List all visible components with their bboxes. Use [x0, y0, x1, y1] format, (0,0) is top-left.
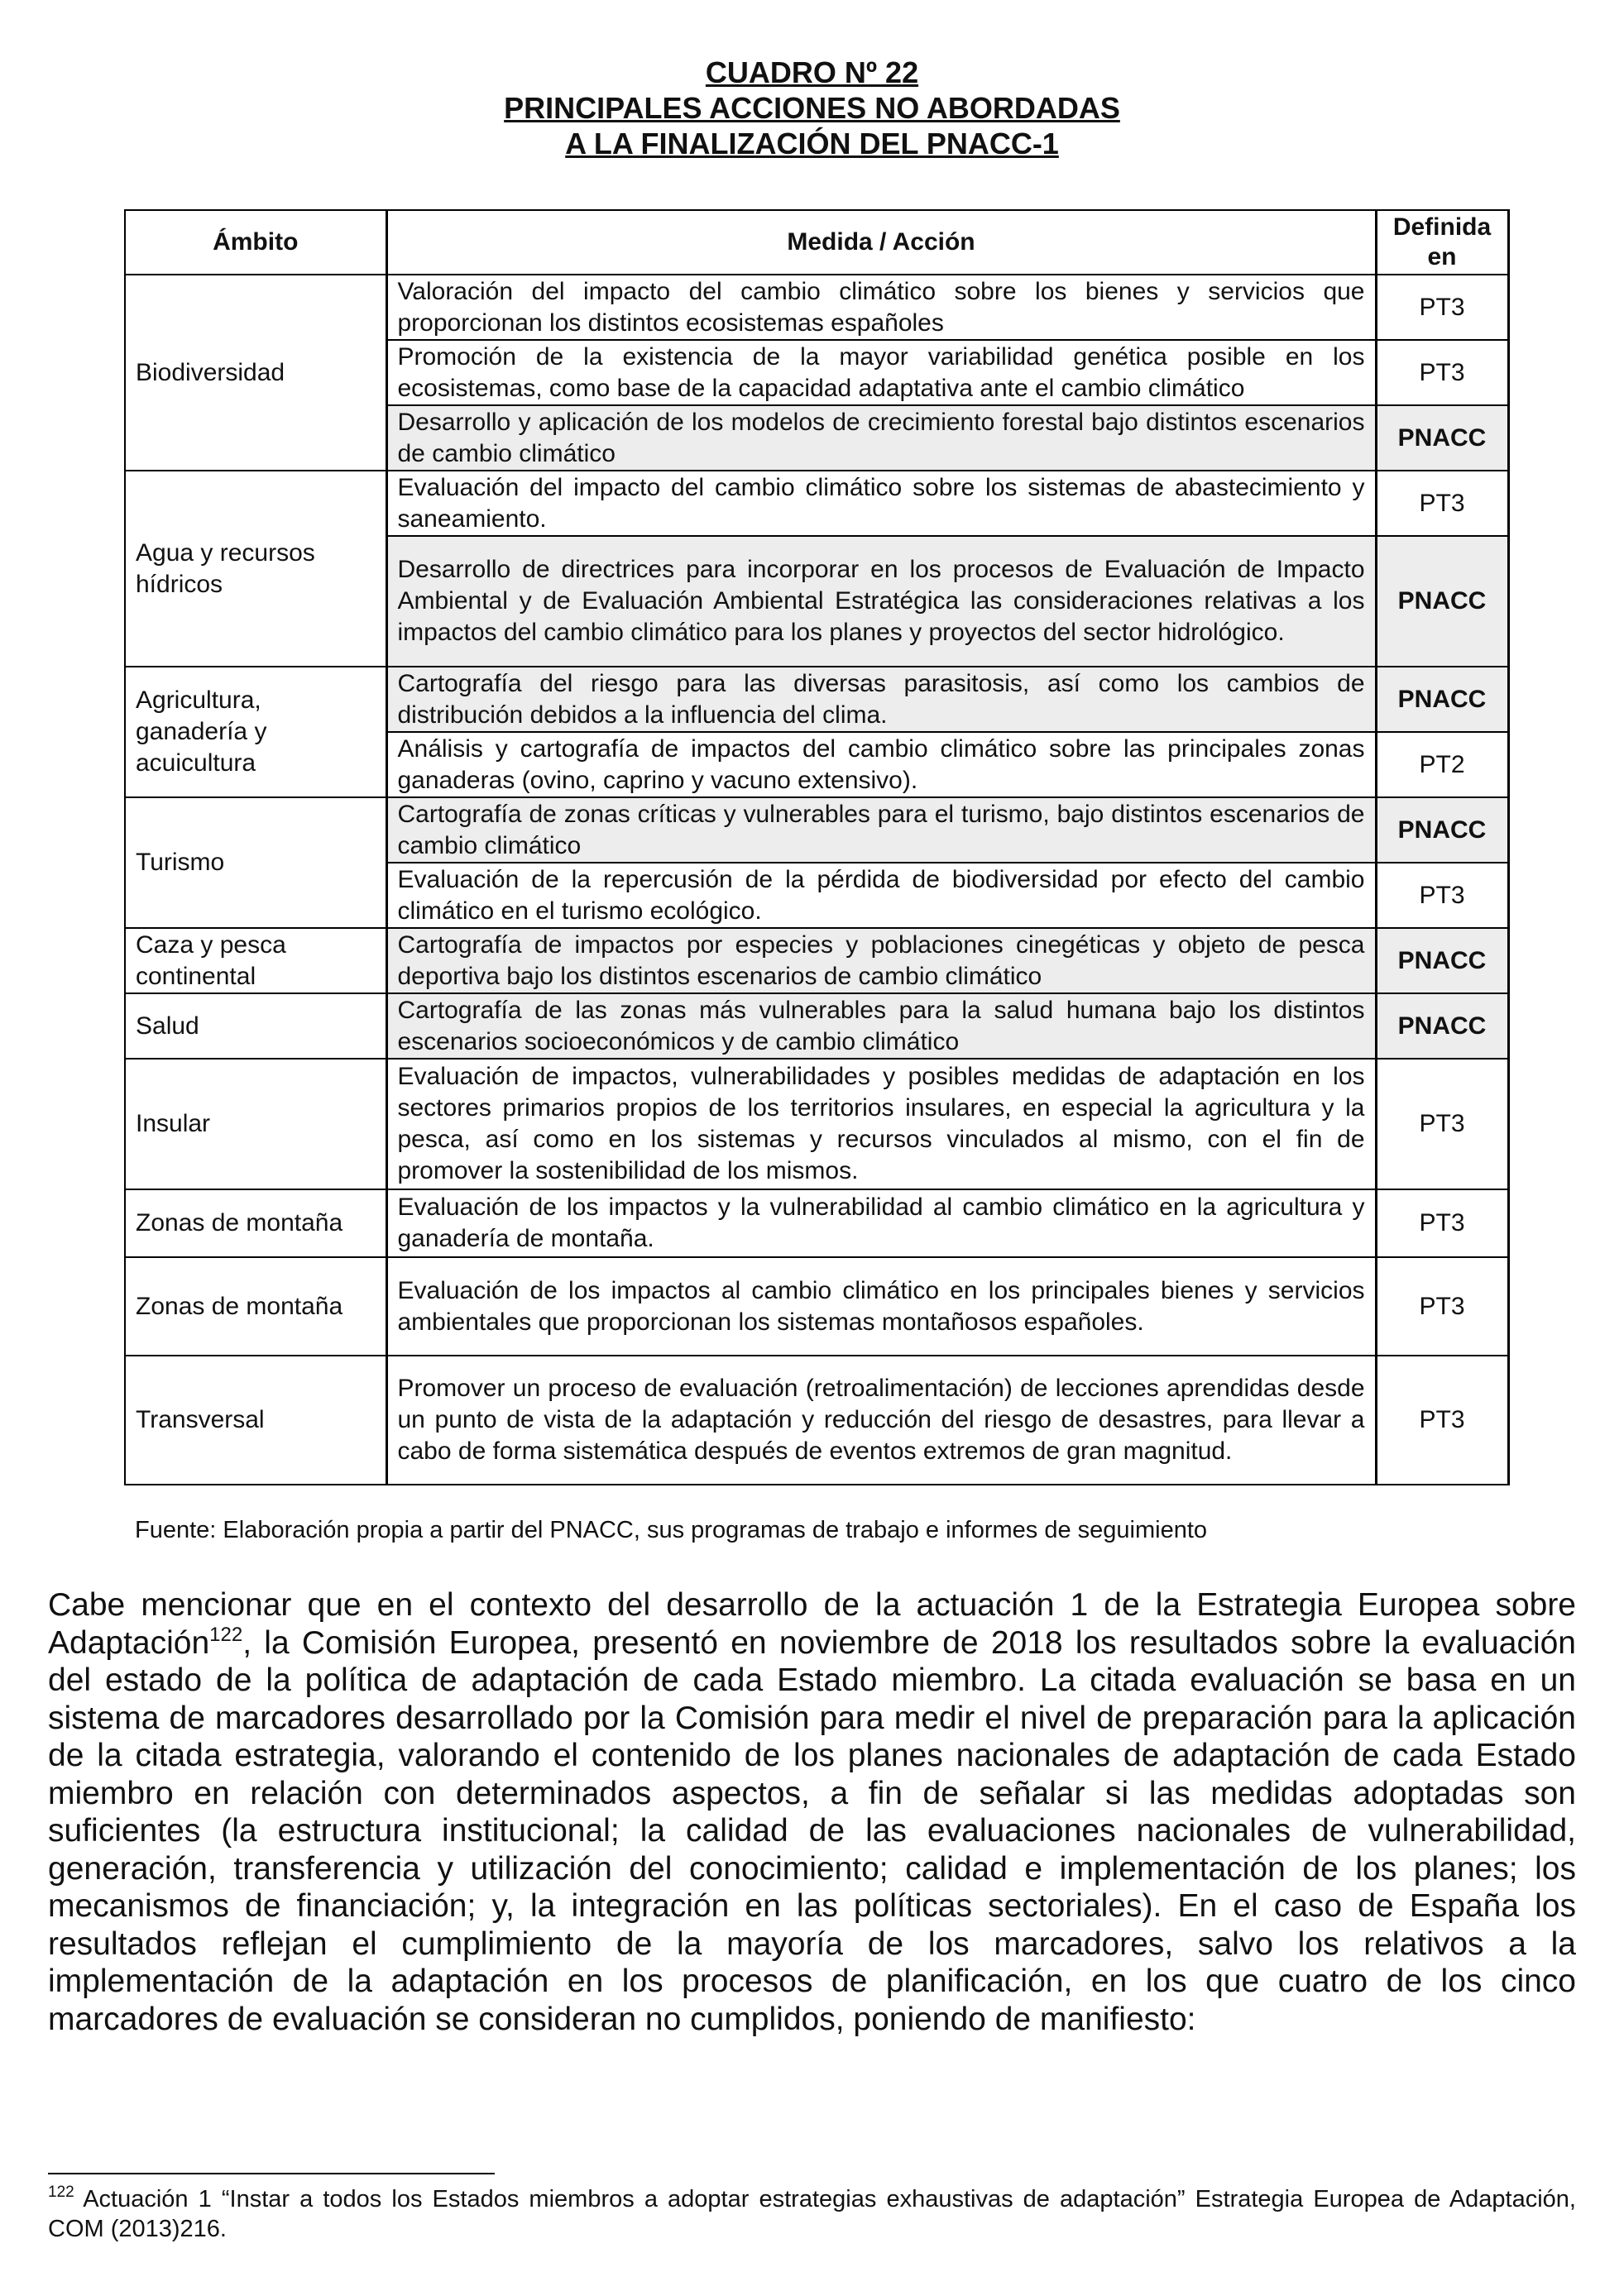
medida-cell: Evaluación de la repercusión de la pérdida de biodiversidad por efecto del cambio climático en el turismo ecológico.	[386, 863, 1376, 928]
definida-cell: PT3	[1376, 1189, 1508, 1257]
definida-cell: PT3	[1376, 1059, 1508, 1189]
medida-cell: Cartografía del riesgo para las diversas parasitosis, así como los cambios de distribución debidos a la influencia del clima.	[386, 667, 1376, 732]
medida-cell: Evaluación de los impactos y la vulnerabilidad al cambio climático en la agricultura y ganadería de montaña.	[386, 1189, 1376, 1257]
footnote-divider	[48, 2173, 495, 2174]
ambito-agricultura-label: Agricultura, ganadería y acuicultura	[136, 686, 267, 777]
ambito-caza-label: Caza y pesca continental	[136, 930, 286, 990]
table-row	[125, 993, 1508, 1059]
actions-table	[124, 209, 1510, 1485]
title-line-2: PRINCIPALES ACCIONES NO ABORDADAS	[504, 91, 1120, 125]
header-ambito: Ámbito	[125, 210, 386, 275]
medida-cell: Cartografía de zonas críticas y vulnerables para el turismo, bajo distintos escenarios de cambio climático	[386, 797, 1376, 863]
medida-cell: Evaluación de los impactos al cambio climático en los principales bienes y servicios ambientales que proporcionan los sistemas montañosos españoles.	[386, 1257, 1376, 1356]
title-line-1: CUADRO Nº 22	[705, 55, 919, 89]
table-row	[125, 1059, 1508, 1189]
definida-cell: PNACC	[1376, 928, 1508, 993]
table-header-row	[125, 210, 1508, 275]
table-row	[125, 667, 1508, 732]
table-row	[125, 275, 1508, 340]
definida-cell: PNACC	[1376, 405, 1508, 471]
ambito-zonas-montana: Zonas de montaña	[125, 1189, 386, 1257]
ambito-agricultura	[125, 667, 386, 797]
definida-cell: PT3	[1376, 1257, 1508, 1356]
definida-cell: PNACC	[1376, 797, 1508, 863]
definida-cell: PT3	[1376, 275, 1508, 340]
footnote-reference[interactable]: 122	[209, 1623, 243, 1646]
definida-cell: PT3	[1376, 863, 1508, 928]
definida-cell: PNACC	[1376, 993, 1508, 1059]
footnote-text: Actuación 1 “Instar a todos los Estados miembros a adoptar estrategias exhaustivas de adaptación” Estrategia Europea de Adaptación, COM (2013)216.	[48, 2186, 1576, 2242]
definida-cell: PT3	[1376, 471, 1508, 536]
ambito-salud: Salud	[125, 993, 386, 1059]
footnote	[48, 2184, 1576, 2244]
ambito-zonas-montana: Zonas de montaña	[125, 1257, 386, 1356]
table-row	[125, 928, 1508, 993]
ambito-caza	[125, 928, 386, 993]
ambito-turismo: Turismo	[125, 797, 386, 928]
ambito-insular: Insular	[125, 1059, 386, 1189]
definida-cell: PNACC	[1376, 667, 1508, 732]
table-row	[125, 797, 1508, 863]
header-medida: Medida / Acción	[386, 210, 1376, 275]
ambito-agua-label: Agua y recursos hídricos	[136, 538, 315, 598]
footnote-number: 122	[48, 2184, 74, 2201]
table-row	[125, 1189, 1508, 1257]
paragraph-part-1: Cabe mencionar que en el contexto del desarrollo de la actuación 1 de la Estrategia Europea sobre Adaptación	[48, 1587, 1576, 1661]
table-title	[0, 55, 1624, 161]
definida-cell: PT2	[1376, 732, 1508, 797]
title-line-3: A LA FINALIZACIÓN DEL PNACC-1	[565, 127, 1059, 160]
medida-cell: Análisis y cartografía de impactos del cambio climático sobre las principales zonas ganaderas (ovino, caprino y vacuno extensivo).	[386, 732, 1376, 797]
definida-cell: PNACC	[1376, 536, 1508, 667]
medida-cell: Cartografía de las zonas más vulnerables para la salud humana bajo los distintos escenarios socioeconómicos y de cambio climático	[386, 993, 1376, 1059]
body-paragraph	[48, 1586, 1576, 2038]
medida-cell: Cartografía de impactos por especies y poblaciones cinegéticas y objeto de pesca deportiva bajo los distintos escenarios de cambio climático	[386, 928, 1376, 993]
medida-cell: Promover un proceso de evaluación (retroalimentación) de lecciones aprendidas desde un punto de vista de la adaptación y reducción del riesgo de desastres, para llevar a cabo de forma sistemática después de eventos extremos de gran magnitud.	[386, 1356, 1376, 1485]
ambito-biodiversidad: Biodiversidad	[125, 275, 386, 471]
medida-cell: Evaluación de impactos, vulnerabilidades y posibles medidas de adaptación en los sectores primarios propios de los territorios insulares, en especial la agricultura y la pesca, así como en los sistemas y recursos vinculados al mismo, con el fin de promover la sostenibilidad de los mismos.	[386, 1059, 1376, 1189]
header-definida: Definida en	[1376, 210, 1508, 275]
medida-cell: Evaluación del impacto del cambio climático sobre los sistemas de abastecimiento y saneamiento.	[386, 471, 1376, 536]
ambito-transversal: Transversal	[125, 1356, 386, 1485]
table-row	[125, 471, 1508, 536]
medida-cell: Desarrollo y aplicación de los modelos de crecimiento forestal bajo distintos escenarios de cambio climático	[386, 405, 1376, 471]
medida-cell: Valoración del impacto del cambio climático sobre los bienes y servicios que proporcionan los distintos ecosistemas españoles	[386, 275, 1376, 340]
table-row	[125, 1356, 1508, 1485]
table-source-note: Fuente: Elaboración propia a partir del PNACC, sus programas de trabajo e informes de seguimiento	[135, 1517, 1208, 1543]
definida-cell: PT3	[1376, 340, 1508, 405]
medida-cell: Promoción de la existencia de la mayor variabilidad genética posible en los ecosistemas, como base de la capacidad adaptativa ante el cambio climático	[386, 340, 1376, 405]
definida-cell: PT3	[1376, 1356, 1508, 1485]
paragraph-part-2: , la Comisión Europea, presentó en noviembre de 2018 los resultados sobre la evaluación del estado de la política de adaptación de cada Estado miembro. La citada evaluación se basa en un sistema de marcadores desarrollado por la Comisión para medir el nivel de preparación para la aplicación de la citada estrategia, valorando el contenido de los planes nacionales de adaptación de cada Estado miembro en relación con determinados aspectos, a fin de señalar si las medidas adoptadas son suficientes (la estructura institucional; la calidad de las evaluaciones nacionales de vulnerabilidad, generación, transferencia y utilización del conocimiento; calidad e implementación de los planes; los mecanismos de financiación; y, la integración en las políticas sectoriales). En el caso de España los resultados reflejan el cumplimiento de la mayoría de los marcadores, salvo los relativos a la implementación de la adaptación en los procesos de planificación, en los que cuatro de los cinco marcadores de evaluación se consideran no cumplidos, poniendo de manifiesto:	[48, 1624, 1576, 2037]
medida-cell: Desarrollo de directrices para incorporar en los procesos de Evaluación de Impacto Ambiental y de Evaluación Ambiental Estratégica las consideraciones relativas a los impactos del cambio climático para los planes y proyectos del sector hidrológico.	[386, 536, 1376, 667]
ambito-agua	[125, 471, 386, 667]
table-row	[125, 1257, 1508, 1356]
